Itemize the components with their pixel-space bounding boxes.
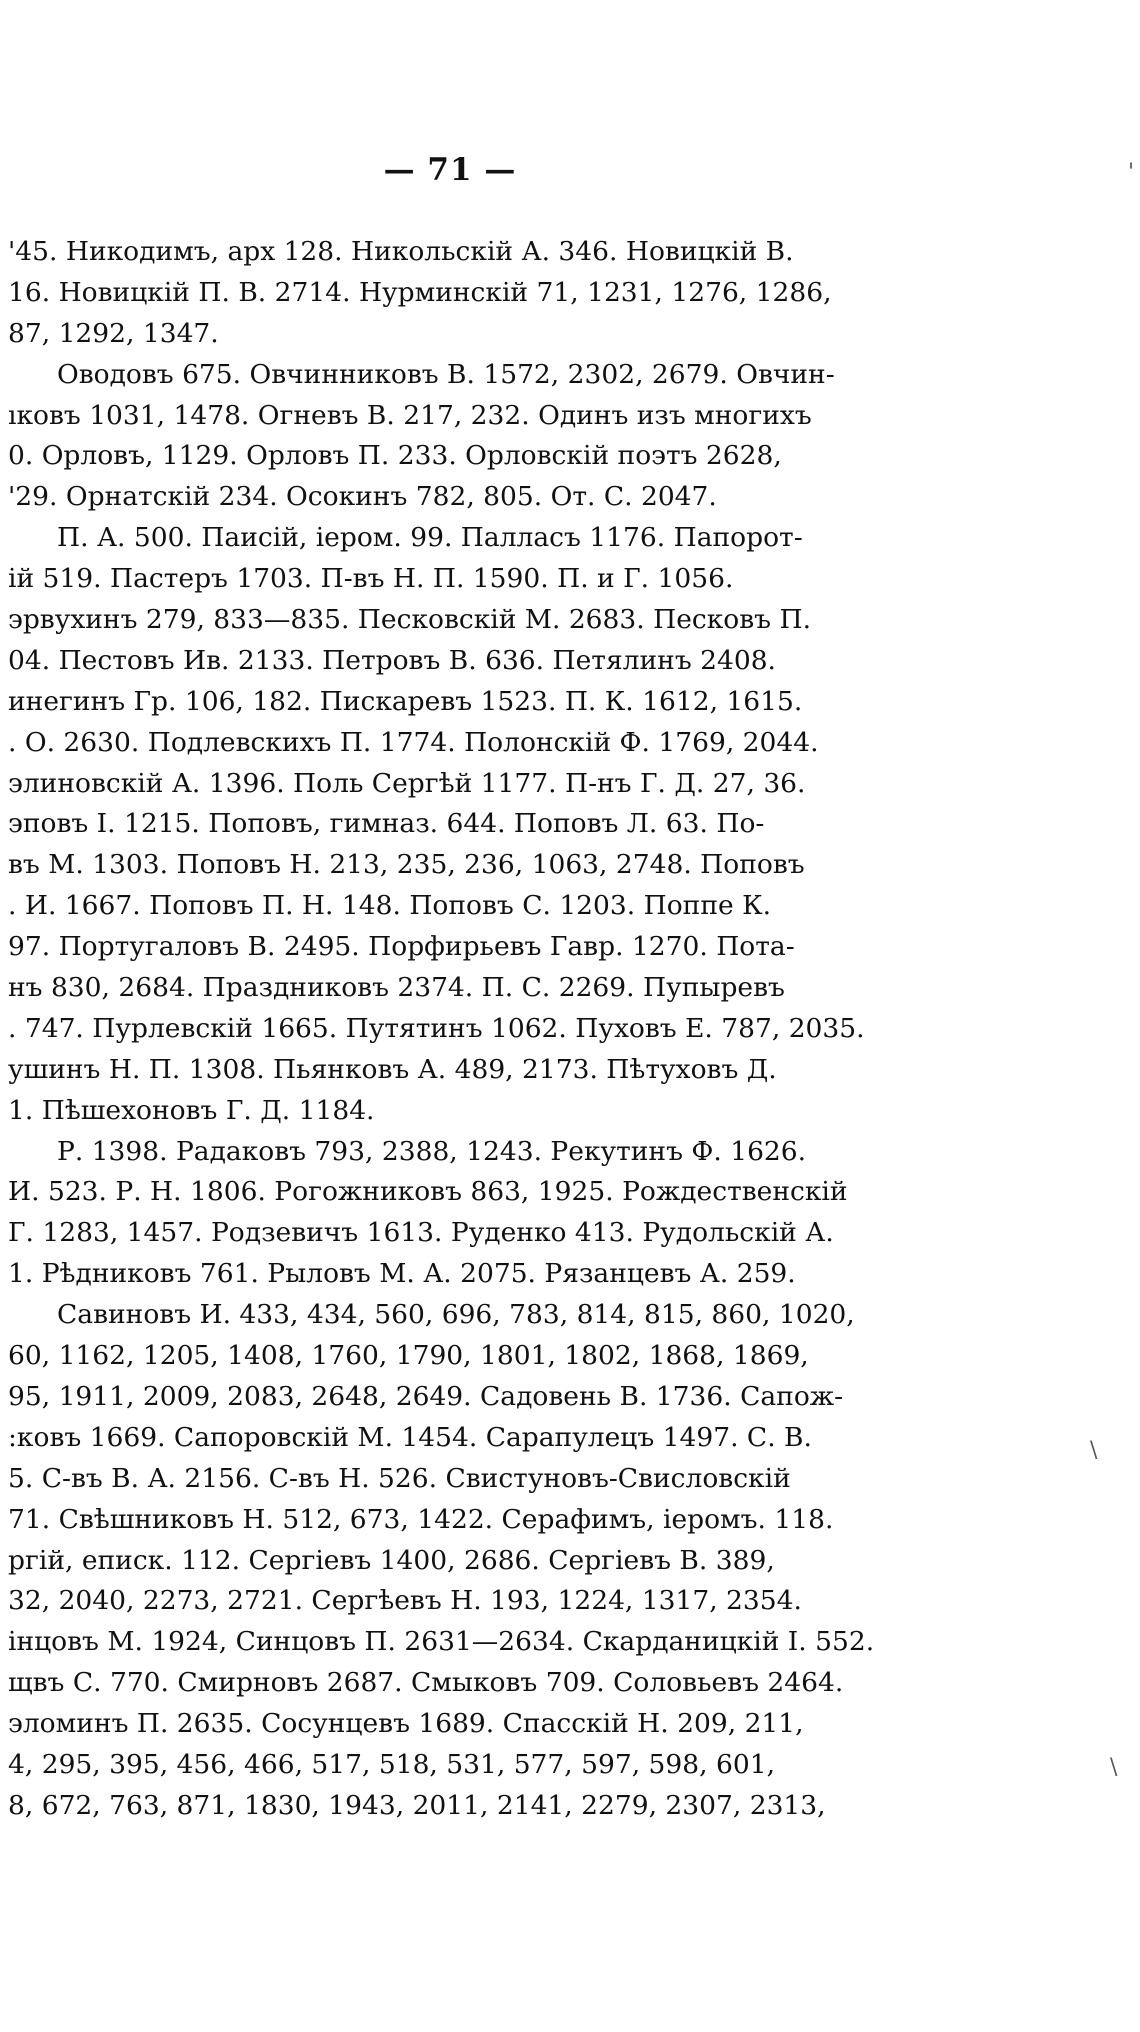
index-line: . О. 2630. Подлевскихъ П. 1774. Полонскій Ф. 1769, 2044. [8, 726, 819, 758]
index-line: ушинъ Н. П. 1308. Пьянковъ А. 489, 2173. Пѣтуховъ Д. [8, 1053, 777, 1085]
index-line: 60, 1162, 1205, 1408, 1760, 1790, 1801, 1802, 1868, 1869, [8, 1340, 809, 1372]
index-line: '29. Орнатскій 234. Осокинъ 782, 805. От. С. 2047. [8, 481, 717, 513]
index-line: Савиновъ И. 433, 434, 560, 696, 783, 814, 815, 860, 1020, [57, 1299, 855, 1331]
index-line: ıковъ 1031, 1478. Огневъ В. 217, 232. Одинъ изъ многихъ [8, 399, 812, 431]
index-text-block [8, 232, 1108, 1827]
index-line: эповъ І. 1215. Поповъ, гимназ. 644. Поповъ Л. 63. По- [8, 808, 765, 840]
index-line: . И. 1667. Поповъ П. Н. 148. Поповъ С. 1203. Поппе К. [8, 890, 772, 922]
index-line: элиновскій А. 1396. Поль Сергѣй 1177. П-нъ Г. Д. 27, 36. [8, 767, 806, 799]
index-line: 95, 1911, 2009, 2083, 2648, 2649. Садовень В. 1736. Сапож- [8, 1380, 844, 1412]
index-line: '45. Никодимъ, арх 128. Никольскій А. 346. Новицкій В. [8, 236, 794, 267]
index-line: :ковъ 1669. Сапоровскій М. 1454. Сарапулецъ 1497. С. В. [8, 1421, 812, 1453]
index-line: Г. 1283, 1457. Родзевичъ 1613. Руденко 413. Рудольскій А. [8, 1217, 834, 1249]
index-line: эрвухинъ 279, 833—835. Песковскій М. 2683. Песковъ П. [8, 604, 811, 636]
index-line: інцовъ М. 1924, Синцовъ П. 2631—2634. Скарданицкій І. 552. [8, 1626, 875, 1658]
index-line: . 747. Пурлевскій 1665. Путятинъ 1062. Пуховъ Е. 787, 2035. [8, 1012, 865, 1044]
index-line: въ М. 1303. Поповъ Н. 213, 235, 236, 1063, 2748. Поповъ [8, 849, 805, 881]
index-line: 97. Португаловъ В. 2495. Порфирьевъ Гавр. 1270. Пота- [8, 931, 795, 963]
index-line: ій 519. Пастеръ 1703. П-въ Н. П. 1590. П. и Г. 1056. [8, 563, 734, 595]
index-line: 87, 1292, 1347. [8, 317, 219, 349]
index-line: 16. Новицкій П. В. 2714. Нурминскій 71, 1231, 1276, 1286, [8, 276, 832, 308]
index-line: 04. Пестовъ Ив. 2133. Петровъ В. 636. Петялинъ 2408. [8, 644, 776, 676]
index-line: И. 523. Р. Н. 1806. Рогожниковъ 863, 1925. Рождественскій [8, 1176, 848, 1208]
index-line: щвъ С. 770. Смирновъ 2687. Смыковъ 709. Соловьевъ 2464. [8, 1667, 844, 1699]
index-line: 1. Пѣшехоновъ Г. Д. 1184. [8, 1094, 375, 1126]
margin-mark: ' [1128, 160, 1135, 185]
index-line: нъ 830, 2684. Праздниковъ 2374. П. С. 2269. Пупыревъ [8, 972, 785, 1004]
index-line: П. А. 500. Паисій, іером. 99. Палласъ 1176. Папорот- [57, 522, 803, 554]
index-line: 1. Рѣдниковъ 761. Рыловъ М. А. 2075. Рязанцевъ А. 259. [8, 1258, 796, 1290]
index-line: 8, 672, 763, 871, 1830, 1943, 2011, 2141, 2279, 2307, 2313, [8, 1789, 826, 1821]
index-line: 71. Свѣшниковъ Н. 512, 673, 1422. Серафимъ, іеромъ. 118. [8, 1503, 834, 1535]
margin-mark: \ [1110, 1755, 1118, 1780]
index-line: 0. Орловъ, 1129. Орловъ П. 233. Орловскій поэтъ 2628, [8, 440, 782, 472]
margin-mark: \ [1090, 1438, 1098, 1463]
index-line: 4, 295, 395, 456, 466, 517, 518, 531, 577, 597, 598, 601, [8, 1748, 775, 1780]
page-number: — 71 — [383, 152, 517, 188]
index-line: 5. С-въ В. А. 2156. С-въ Н. 526. Свистуновъ-Свисловскій [8, 1462, 791, 1494]
index-line: эломинъ П. 2635. Сосунцевъ 1689. Спасскій Н. 209, 211, [8, 1708, 804, 1740]
index-line: ргій, еписк. 112. Сергіевъ 1400, 2686. Сергіевъ В. 389, [8, 1544, 775, 1576]
index-line: Оводовъ 675. Овчинниковъ В. 1572, 2302, 2679. Овчин- [57, 358, 835, 390]
index-line: Р. 1398. Радаковъ 793, 2388, 1243. Рекутинъ Ф. 1626. [57, 1135, 807, 1167]
index-line: инегинъ Гр. 106, 182. Пискаревъ 1523. П. К. 1612, 1615. [8, 685, 803, 717]
index-line: 32, 2040, 2273, 2721. Сергѣевъ Н. 193, 1224, 1317, 2354. [8, 1585, 802, 1617]
